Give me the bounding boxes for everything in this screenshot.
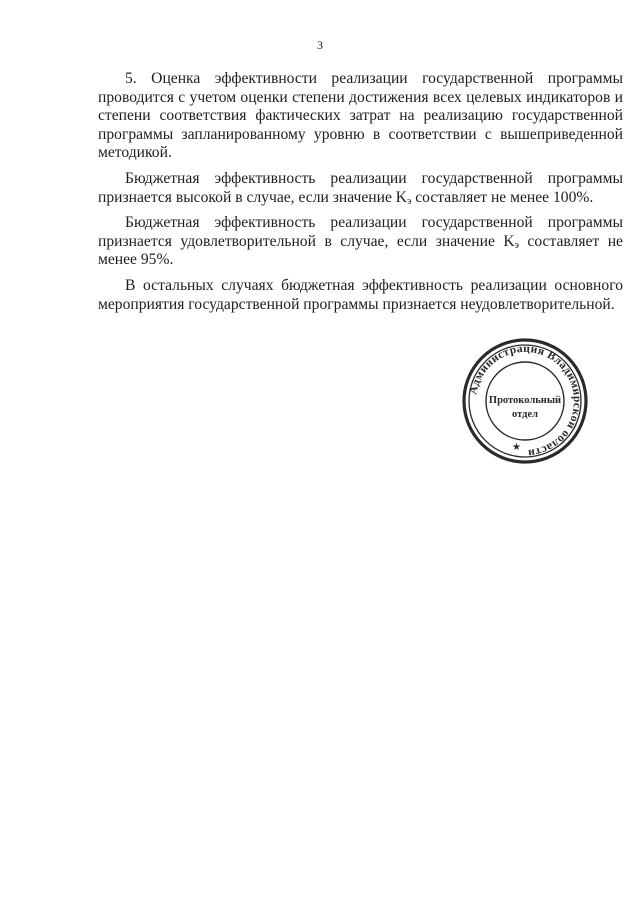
stamp-ring-text: Администрация Владимирской области bbox=[467, 342, 584, 460]
paragraph-unsatisfactory: В остальных случаях бюджетная эффективность реализации основного мероприятия государственной программы признается неудовлетворительной. bbox=[98, 276, 623, 313]
document-body bbox=[98, 70, 623, 314]
coefficient-subscript: э bbox=[407, 195, 412, 207]
stamp-center-line1: Протокольный bbox=[488, 395, 562, 406]
paragraph-satisfactory-tail: составляет не менее 95%. bbox=[98, 232, 623, 269]
page-number: 3 bbox=[317, 38, 323, 52]
stamp-star-icon: ★ bbox=[512, 442, 521, 453]
paragraph-high-tail: составляет не менее 100%. bbox=[411, 188, 594, 206]
official-stamp bbox=[460, 336, 590, 466]
paragraph-high-text: Бюджетная эффективность реализации государственной программы признается высокой в случае, если значение K bbox=[98, 169, 623, 206]
coefficient-subscript: э bbox=[514, 239, 519, 251]
paragraph-satisfactory-efficiency bbox=[98, 214, 623, 270]
paragraph-satisfactory-text: Бюджетная эффективность реализации государственной программы признается удовлетворительной в случае, если значение K bbox=[98, 214, 623, 250]
paragraph-high-efficiency bbox=[98, 170, 623, 207]
paragraph-evaluation: 5. Оценка эффективности реализации государственной программы проводится с учетом оценки степени достижения всех целевых индикаторов и степени соответствия фактических затрат на реализацию государственной программы запланированному уровню в соответствии с вышеприведенной методикой. bbox=[98, 70, 623, 162]
stamp-center-line2: отдел bbox=[512, 409, 538, 420]
stamp-seal-icon bbox=[460, 336, 590, 466]
